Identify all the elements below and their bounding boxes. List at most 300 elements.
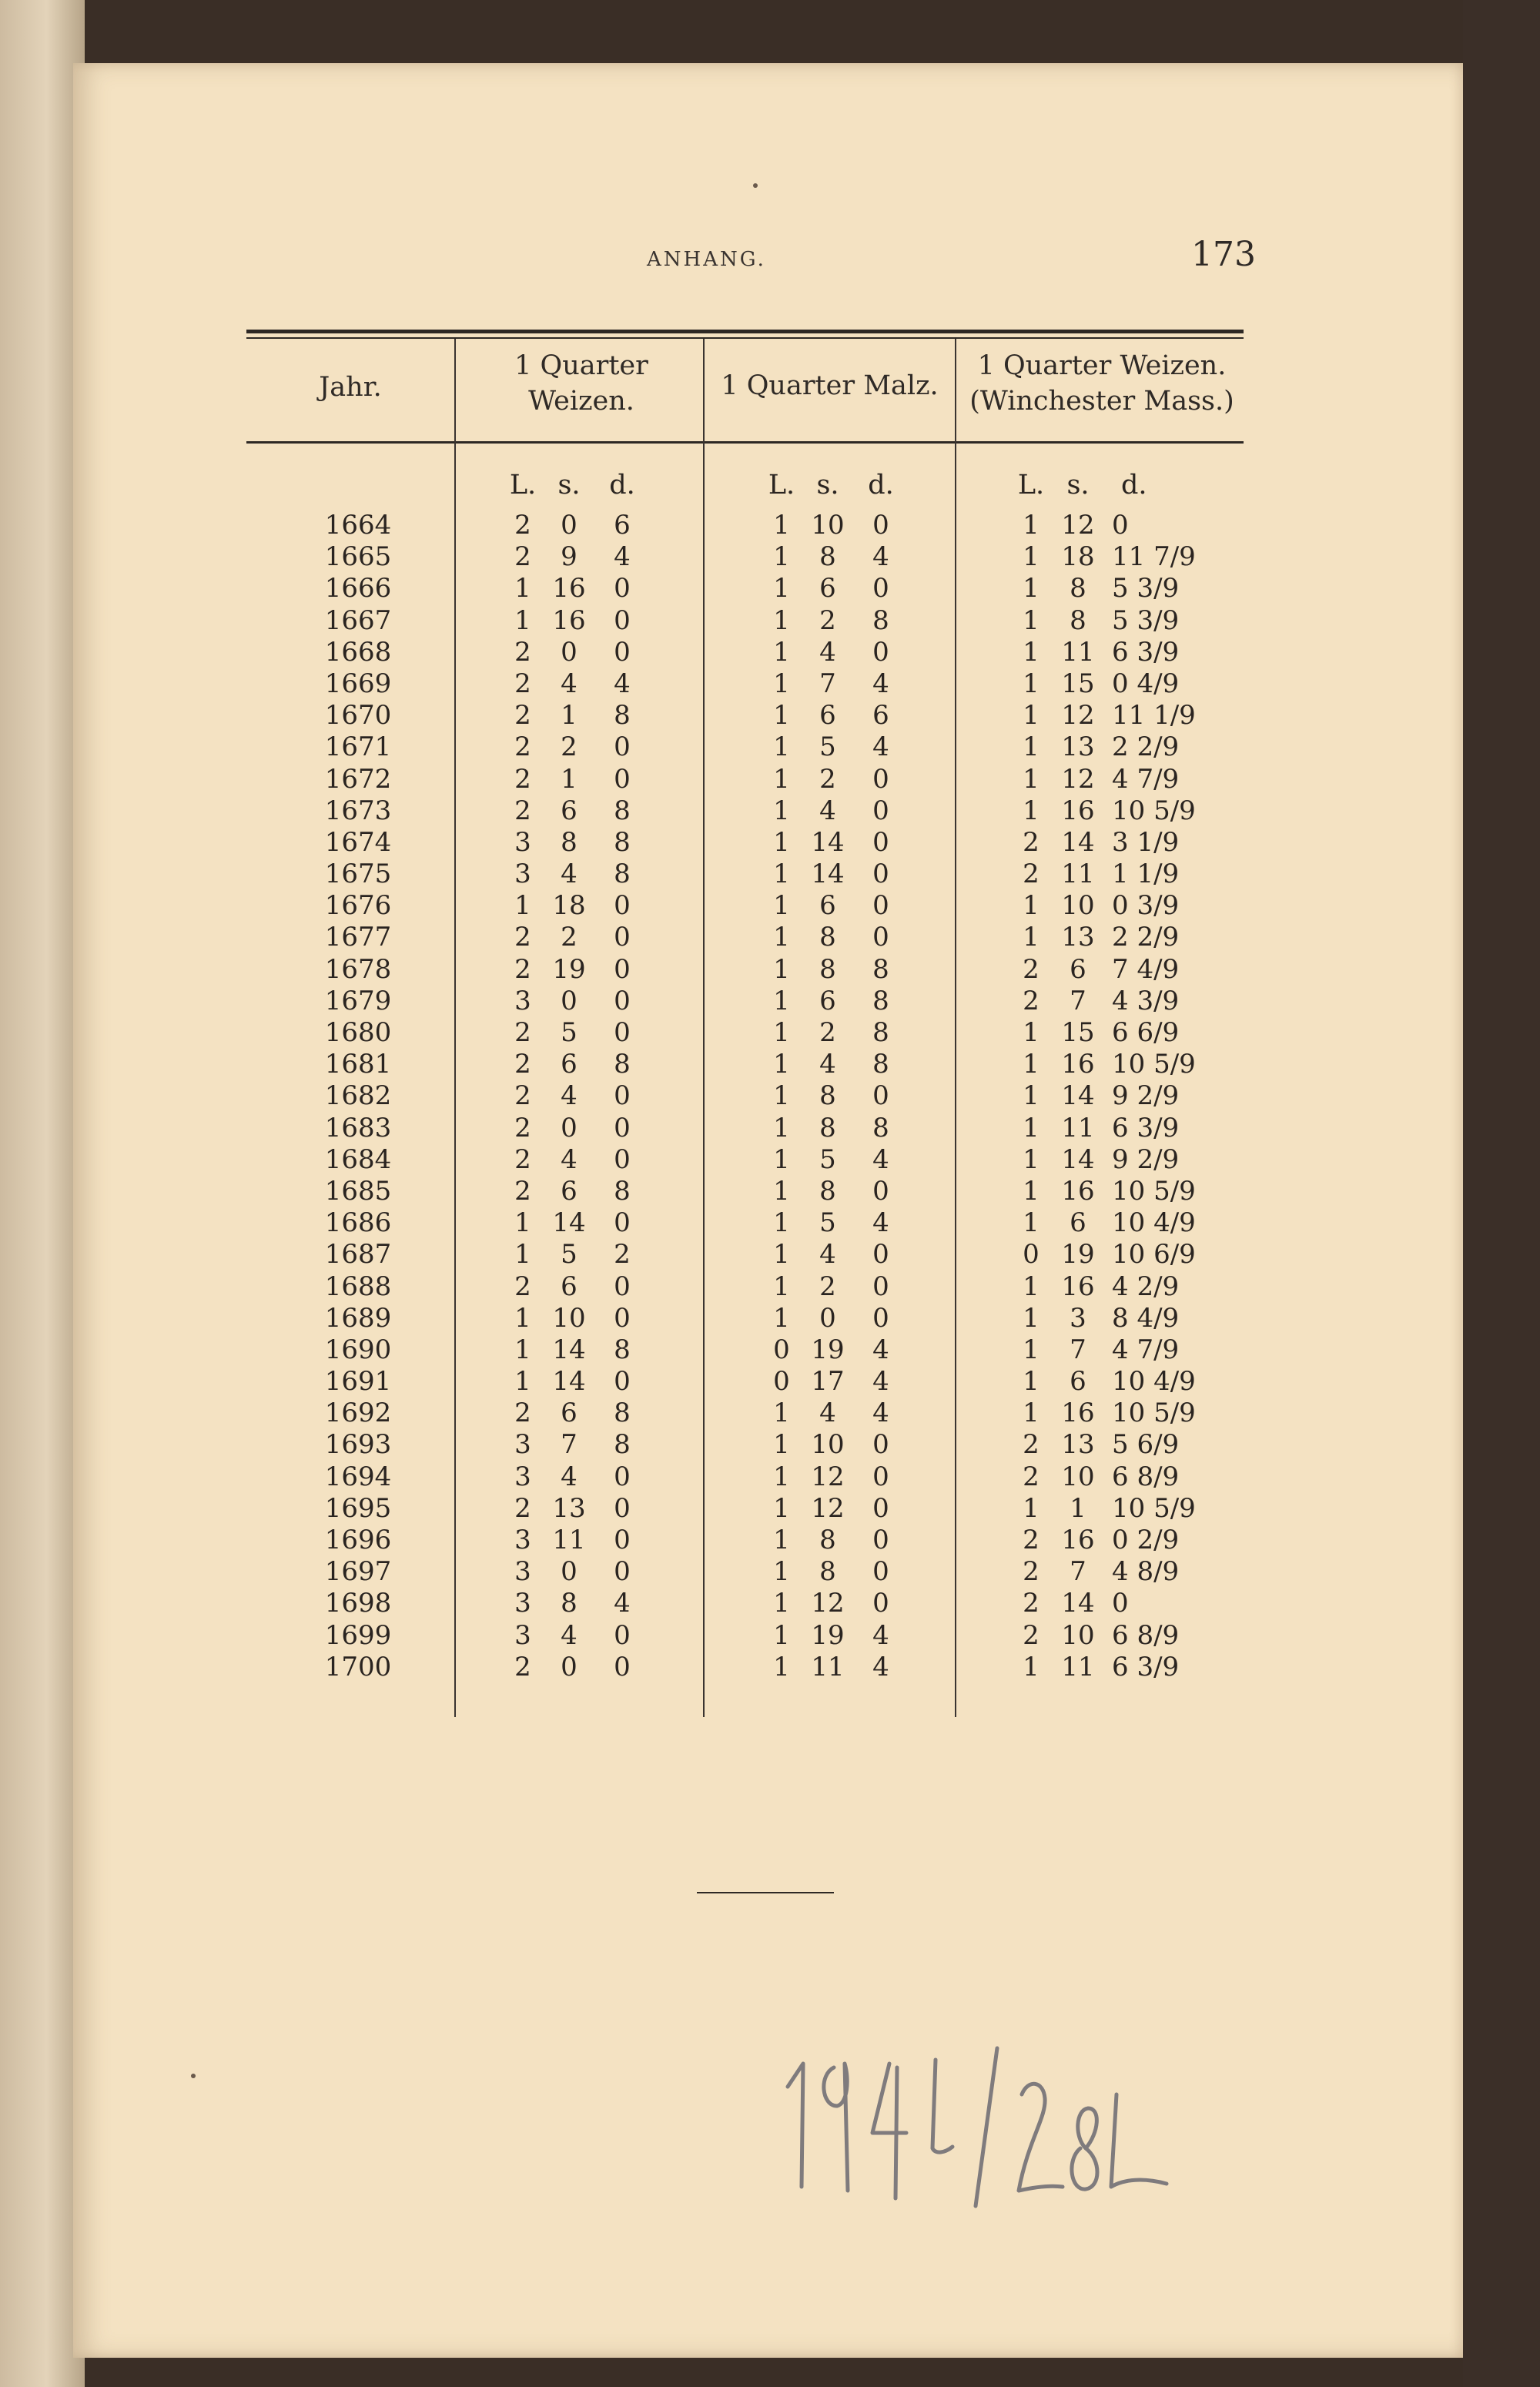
malt-pound-value: 1 — [773, 890, 790, 922]
winchester-pence-value: 2 2/9 — [1112, 732, 1180, 763]
winchester-price-row — [1010, 1398, 1235, 1429]
year-cell: 1700 — [324, 1651, 392, 1682]
wheat-shilling-value: 4 — [561, 668, 578, 699]
winchester-pence-value: 4 2/9 — [1112, 1270, 1180, 1302]
wheat-pence-value: 8 — [614, 859, 631, 890]
malt-price-row — [761, 1398, 909, 1429]
winchester-price-row — [1010, 922, 1235, 953]
winchester-shilling-value: 6 — [1070, 1366, 1086, 1398]
winchester-shilling-value: 14 — [1061, 1143, 1095, 1175]
winchester-pence-value: 2 2/9 — [1112, 922, 1180, 953]
malt-pence-value: 4 — [872, 668, 889, 699]
wheat-shilling-value: 11 — [552, 1525, 586, 1555]
malt-shilling-value: 5 — [819, 1207, 836, 1239]
winchester-shilling-value: 11 — [1061, 636, 1095, 668]
malt-price-row — [761, 1493, 909, 1525]
year-cell: 1678 — [324, 953, 392, 985]
winchester-pound-value: 1 — [1023, 1492, 1040, 1524]
malt-shilling-value: 5 — [819, 1143, 836, 1175]
wheat-price-row — [502, 1049, 650, 1080]
wheat-pound-value: 2 — [514, 636, 531, 668]
wheat-pence-value: 8 — [614, 795, 631, 826]
winchester-price-row — [1010, 1493, 1235, 1525]
malt-pence-value: 0 — [872, 1175, 889, 1207]
winchester-shilling-value: 12 — [1061, 510, 1095, 541]
winchester-pence-value: 0 — [1112, 1588, 1129, 1619]
malt-pound-value: 1 — [773, 541, 790, 573]
malt-shilling-value: 7 — [819, 668, 836, 699]
winchester-pence-value: 6 3/9 — [1112, 1651, 1180, 1682]
winchester-shilling-value: 15 — [1061, 668, 1095, 699]
malt-pound-value: 1 — [773, 573, 790, 604]
winchester-pound-value: 0 — [1023, 1239, 1040, 1270]
wheat-price-row — [502, 1334, 650, 1366]
wheat-price-row — [502, 859, 650, 890]
year-cell: 1667 — [324, 604, 392, 636]
winchester-pound-value: 2 — [1023, 1619, 1040, 1651]
malt-shilling-value: 2 — [819, 604, 836, 636]
wheat-pound-value: 1 — [514, 1366, 531, 1398]
malt-price-row — [761, 573, 909, 604]
wheat-pence-value: 0 — [614, 1366, 631, 1398]
year-cell: 1696 — [324, 1525, 392, 1555]
malt-shilling-value: 2 — [819, 1017, 836, 1048]
winchester-pound-value: 1 — [1023, 763, 1040, 795]
winchester-price-row — [1010, 732, 1235, 763]
winchester-pence-value: 6 6/9 — [1112, 1017, 1180, 1048]
malt-price-row — [761, 1556, 909, 1588]
winchester-shilling-value: 10 — [1061, 890, 1095, 922]
units-wheat — [502, 470, 650, 501]
unit-pence: d. — [609, 470, 635, 500]
year-cell: 1685 — [324, 1175, 392, 1207]
malt-pence-value: 0 — [872, 1080, 889, 1112]
malt-pound-value: 1 — [773, 922, 790, 953]
wheat-shilling-value: 18 — [552, 890, 586, 922]
malt-shilling-value: 19 — [811, 1334, 845, 1365]
malt-price-row — [761, 1525, 909, 1556]
malt-price-row — [761, 1176, 909, 1207]
wheat-shilling-value: 2 — [561, 922, 578, 953]
winchester-pound-value: 1 — [1023, 1334, 1040, 1365]
malt-shilling-value: 19 — [811, 1619, 845, 1651]
malt-pence-value: 0 — [872, 573, 889, 604]
malt-pence-value: 0 — [872, 1525, 889, 1555]
winchester-shilling-value: 8 — [1070, 604, 1086, 636]
wheat-pence-value: 0 — [614, 1207, 631, 1239]
malt-price-row — [761, 1049, 909, 1080]
wheat-pound-value: 3 — [514, 1429, 531, 1461]
year-cell: 1686 — [324, 1207, 392, 1239]
winchester-pound-value: 2 — [1023, 1556, 1040, 1588]
malt-pound-value: 1 — [773, 1619, 790, 1651]
malt-shilling-value: 6 — [819, 700, 836, 732]
malt-pence-value: 0 — [872, 1588, 889, 1619]
year-cell: 1676 — [324, 890, 392, 922]
wheat-price-row — [502, 1239, 650, 1270]
malt-price-row — [761, 1588, 909, 1619]
malt-pound-value: 1 — [773, 1492, 790, 1524]
year-cell: 1677 — [324, 922, 392, 953]
malt-price-row — [761, 1080, 909, 1112]
year-cell: 1680 — [324, 1017, 392, 1048]
winchester-pence-value: 0 — [1112, 510, 1129, 541]
winchester-pound-value: 1 — [1023, 636, 1040, 668]
year-cell: 1689 — [324, 1302, 392, 1334]
malt-pound-value: 1 — [773, 1143, 790, 1175]
winchester-price-row — [1010, 1144, 1235, 1176]
malt-price-row — [761, 1017, 909, 1049]
winchester-shilling-value: 14 — [1061, 1588, 1095, 1619]
wheat-shilling-value: 16 — [552, 573, 586, 604]
winchester-price-row — [1010, 1239, 1235, 1270]
winchester-shilling-value: 16 — [1061, 1049, 1095, 1080]
wheat-pound-value: 2 — [514, 763, 531, 795]
year-cell: 1682 — [324, 1080, 392, 1112]
unit-shilling: s. — [1066, 470, 1090, 500]
wheat-price-row — [502, 1588, 650, 1619]
year-cell: 1671 — [324, 732, 392, 763]
year-cell: 1695 — [324, 1492, 392, 1524]
wheat-pound-value: 2 — [514, 795, 531, 826]
header-wheat-line1: 1 Quarter — [514, 350, 648, 381]
year-cell: 1665 — [324, 541, 392, 573]
wheat-pound-value: 2 — [514, 1017, 531, 1048]
winchester-shilling-value: 11 — [1061, 1651, 1095, 1682]
year-cell: 1693 — [324, 1429, 392, 1461]
malt-pound-value: 1 — [773, 795, 790, 826]
wheat-shilling-value: 4 — [561, 1619, 578, 1651]
wheat-price-row — [502, 1556, 650, 1588]
malt-shilling-value: 8 — [819, 1112, 836, 1143]
malt-pound-value: 1 — [773, 1112, 790, 1143]
wheat-shilling-value: 1 — [561, 763, 578, 795]
malt-pence-value: 0 — [872, 795, 889, 826]
wheat-shilling-value: 10 — [552, 1302, 586, 1334]
malt-pence-value: 4 — [872, 732, 889, 763]
winchester-price-row — [1010, 986, 1235, 1017]
winchester-price-row — [1010, 1652, 1235, 1683]
wheat-shilling-value: 0 — [561, 1556, 578, 1588]
column-divider — [703, 339, 705, 1717]
winchester-price-row — [1010, 1207, 1235, 1239]
wheat-shilling-value: 5 — [561, 1239, 578, 1270]
wheat-pound-value: 2 — [514, 1143, 531, 1175]
wheat-shilling-value: 6 — [561, 795, 578, 826]
running-head: ANHANG. — [647, 248, 766, 271]
wheat-pence-value: 0 — [614, 1080, 631, 1112]
winchester-shilling-value: 6 — [1070, 953, 1086, 985]
wheat-pence-value: 8 — [614, 826, 631, 858]
winchester-shilling-value: 10 — [1061, 1619, 1095, 1651]
wheat-pence-value: 0 — [614, 1017, 631, 1048]
winchester-shilling-value: 15 — [1061, 1017, 1095, 1048]
wheat-pence-value: 0 — [614, 953, 631, 985]
winchester-price-row — [1010, 1461, 1235, 1493]
winchester-price-row — [1010, 1271, 1235, 1303]
winchester-pence-value: 9 2/9 — [1112, 1080, 1180, 1112]
winchester-pence-value: 10 6/9 — [1112, 1239, 1196, 1270]
table-header-rule — [246, 441, 1244, 444]
winchester-price-row — [1010, 890, 1235, 922]
wheat-pound-value: 3 — [514, 826, 531, 858]
malt-shilling-value: 12 — [811, 1492, 845, 1524]
winchester-pence-value: 11 7/9 — [1112, 541, 1196, 573]
wheat-pence-value: 8 — [614, 1175, 631, 1207]
winchester-shilling-value: 12 — [1061, 763, 1095, 795]
wheat-pound-value: 2 — [514, 1175, 531, 1207]
scan-background — [1463, 0, 1540, 2387]
wheat-price-row — [502, 1652, 650, 1683]
malt-pound-value: 0 — [773, 1366, 790, 1398]
wheat-price-row — [502, 732, 650, 763]
wheat-price-column — [502, 510, 650, 1683]
year-cell: 1690 — [324, 1334, 392, 1365]
winchester-pence-value: 0 3/9 — [1112, 890, 1180, 922]
year-cell: 1691 — [324, 1366, 392, 1398]
malt-price-row — [761, 764, 909, 795]
winchester-pence-value: 4 7/9 — [1112, 763, 1180, 795]
malt-price-row — [761, 1334, 909, 1366]
page-number: 173 — [1191, 235, 1256, 274]
malt-shilling-value: 4 — [819, 636, 836, 668]
winchester-pound-value: 1 — [1023, 1651, 1040, 1682]
malt-pence-value: 0 — [872, 763, 889, 795]
malt-pence-value: 0 — [872, 1461, 889, 1492]
malt-pence-value: 4 — [872, 1651, 889, 1682]
wheat-pound-value: 2 — [514, 732, 531, 763]
winchester-pence-value: 5 3/9 — [1112, 573, 1180, 604]
malt-price-row — [761, 637, 909, 668]
winchester-shilling-value: 16 — [1061, 1398, 1095, 1429]
malt-price-row — [761, 541, 909, 573]
winchester-price-row — [1010, 668, 1235, 700]
winchester-price-row — [1010, 605, 1235, 637]
winchester-shilling-value: 10 — [1061, 1461, 1095, 1492]
wheat-price-row — [502, 1207, 650, 1239]
malt-price-row — [761, 732, 909, 763]
header-wheat — [462, 348, 701, 419]
print-speck — [191, 2074, 196, 2078]
wheat-shilling-value: 16 — [552, 604, 586, 636]
malt-price-row — [761, 890, 909, 922]
malt-pence-value: 8 — [872, 985, 889, 1016]
wheat-price-row — [502, 1080, 650, 1112]
wheat-pence-value: 0 — [614, 1492, 631, 1524]
malt-pence-value: 0 — [872, 890, 889, 922]
wheat-shilling-value: 7 — [561, 1429, 578, 1461]
year-cell: 1683 — [324, 1112, 392, 1143]
malt-pound-value: 1 — [773, 604, 790, 636]
year-column — [308, 510, 408, 1683]
malt-pence-value: 8 — [872, 1049, 889, 1080]
malt-pound-value: 1 — [773, 1080, 790, 1112]
winchester-pound-value: 2 — [1023, 1588, 1040, 1619]
winchester-pence-value: 9 2/9 — [1112, 1143, 1180, 1175]
malt-pence-value: 4 — [872, 1334, 889, 1365]
wheat-price-row — [502, 986, 650, 1017]
malt-pence-value: 4 — [872, 1398, 889, 1429]
unit-shilling: s. — [557, 470, 581, 500]
wheat-pence-value: 0 — [614, 1302, 631, 1334]
malt-pence-value: 8 — [872, 1112, 889, 1143]
winchester-pound-value: 1 — [1023, 1398, 1040, 1429]
malt-price-row — [761, 1144, 909, 1176]
malt-pence-value: 0 — [872, 1239, 889, 1270]
malt-shilling-value: 6 — [819, 890, 836, 922]
malt-price-row — [761, 1429, 909, 1461]
malt-pound-value: 1 — [773, 1556, 790, 1588]
malt-shilling-value: 12 — [811, 1461, 845, 1492]
year-cell: 1684 — [324, 1143, 392, 1175]
winchester-pence-value: 7 4/9 — [1112, 953, 1180, 985]
malt-shilling-value: 8 — [819, 953, 836, 985]
header-winchester-line2: (Winchester Mass.) — [969, 386, 1234, 417]
winchester-price-row — [1010, 764, 1235, 795]
malt-shilling-value: 4 — [819, 1398, 836, 1429]
winchester-pound-value: 1 — [1023, 795, 1040, 826]
table-top-rule-thin — [246, 337, 1244, 339]
malt-price-row — [761, 922, 909, 953]
winchester-pence-value: 4 8/9 — [1112, 1556, 1180, 1588]
wheat-pound-value: 2 — [514, 1398, 531, 1429]
winchester-pence-value: 10 5/9 — [1112, 1398, 1196, 1429]
wheat-price-row — [502, 573, 650, 604]
malt-shilling-value: 6 — [819, 573, 836, 604]
malt-pound-value: 1 — [773, 1302, 790, 1334]
winchester-pence-value: 10 5/9 — [1112, 1492, 1196, 1524]
malt-pound-value: 1 — [773, 732, 790, 763]
winchester-price-row — [1010, 795, 1235, 827]
wheat-pence-value: 0 — [614, 732, 631, 763]
winchester-price-row — [1010, 859, 1235, 890]
wheat-pound-value: 3 — [514, 859, 531, 890]
malt-pound-value: 0 — [773, 1334, 790, 1365]
malt-price-row — [761, 1620, 909, 1652]
winchester-price-row — [1010, 1556, 1235, 1588]
winchester-pound-value: 1 — [1023, 700, 1040, 732]
wheat-pence-value: 0 — [614, 604, 631, 636]
wheat-shilling-value: 0 — [561, 636, 578, 668]
wheat-shilling-value: 4 — [561, 1143, 578, 1175]
malt-pence-value: 0 — [872, 510, 889, 541]
year-cell: 1688 — [324, 1270, 392, 1302]
year-cell: 1675 — [324, 859, 392, 890]
malt-shilling-value: 4 — [819, 1049, 836, 1080]
malt-pound-value: 1 — [773, 1270, 790, 1302]
malt-shilling-value: 8 — [819, 1556, 836, 1588]
year-cell: 1668 — [324, 636, 392, 668]
malt-shilling-value: 2 — [819, 1270, 836, 1302]
wheat-price-row — [502, 1620, 650, 1652]
wheat-price-row — [502, 605, 650, 637]
column-divider — [454, 339, 456, 1717]
wheat-pound-value: 2 — [514, 1651, 531, 1682]
winchester-shilling-value: 12 — [1061, 700, 1095, 732]
year-cell: 1673 — [324, 795, 392, 826]
wheat-pound-value: 3 — [514, 985, 531, 1016]
winchester-pound-value: 2 — [1023, 826, 1040, 858]
wheat-pound-value: 1 — [514, 604, 531, 636]
wheat-pence-value: 2 — [614, 1239, 631, 1270]
winchester-shilling-value: 13 — [1061, 732, 1095, 763]
winchester-price-row — [1010, 700, 1235, 732]
wheat-price-row — [502, 1398, 650, 1429]
wheat-pence-value: 0 — [614, 1556, 631, 1588]
wheat-pence-value: 0 — [614, 1461, 631, 1492]
winchester-pence-value: 10 5/9 — [1112, 1175, 1196, 1207]
year-cell: 1672 — [324, 763, 392, 795]
winchester-pound-value: 2 — [1023, 953, 1040, 985]
winchester-pound-value: 2 — [1023, 859, 1040, 890]
winchester-pence-value: 8 4/9 — [1112, 1302, 1180, 1334]
malt-pence-value: 0 — [872, 1556, 889, 1588]
winchester-shilling-value: 14 — [1061, 1080, 1095, 1112]
wheat-pound-value: 1 — [514, 573, 531, 604]
wheat-price-row — [502, 510, 650, 541]
winchester-pound-value: 1 — [1023, 541, 1040, 573]
malt-shilling-value: 17 — [811, 1366, 845, 1398]
winchester-shilling-value: 16 — [1061, 1525, 1095, 1555]
year-cell: 1687 — [324, 1239, 392, 1270]
winchester-pence-value: 0 4/9 — [1112, 668, 1180, 699]
malt-price-row — [761, 827, 909, 859]
malt-pound-value: 1 — [773, 763, 790, 795]
winchester-pound-value: 2 — [1023, 1429, 1040, 1461]
wheat-pence-value: 0 — [614, 1112, 631, 1143]
malt-price-row — [761, 795, 909, 827]
winchester-shilling-value: 16 — [1061, 1270, 1095, 1302]
winchester-pound-value: 1 — [1023, 1366, 1040, 1398]
malt-shilling-value: 8 — [819, 1525, 836, 1555]
winchester-shilling-value: 18 — [1061, 541, 1095, 573]
malt-price-row — [761, 954, 909, 986]
wheat-pound-value: 1 — [514, 890, 531, 922]
wheat-shilling-value: 14 — [552, 1207, 586, 1239]
wheat-pence-value: 0 — [614, 763, 631, 795]
wheat-shilling-value: 4 — [561, 1080, 578, 1112]
winchester-price-row — [1010, 827, 1235, 859]
wheat-pound-value: 2 — [514, 1270, 531, 1302]
unit-pound: L. — [1017, 470, 1045, 500]
wheat-pence-value: 0 — [614, 1143, 631, 1175]
winchester-pound-value: 1 — [1023, 890, 1040, 922]
malt-shilling-value: 8 — [819, 922, 836, 953]
malt-shilling-value: 6 — [819, 985, 836, 1016]
winchester-pound-value: 1 — [1023, 922, 1040, 953]
wheat-pence-value: 4 — [614, 541, 631, 573]
winchester-price-row — [1010, 1017, 1235, 1049]
winchester-shilling-value: 11 — [1061, 859, 1095, 890]
wheat-pound-value: 1 — [514, 1334, 531, 1365]
header-wheat-line2: Weizen. — [528, 386, 634, 417]
winchester-pence-value: 10 5/9 — [1112, 1049, 1196, 1080]
winchester-price-row — [1010, 1303, 1235, 1334]
winchester-shilling-value: 11 — [1061, 1112, 1095, 1143]
winchester-shilling-value: 3 — [1070, 1302, 1086, 1334]
malt-pound-value: 1 — [773, 668, 790, 699]
malt-shilling-value: 8 — [819, 541, 836, 573]
year-cell: 1669 — [324, 668, 392, 699]
year-cell: 1674 — [324, 826, 392, 858]
wheat-pence-value: 0 — [614, 1270, 631, 1302]
wheat-shilling-value: 6 — [561, 1049, 578, 1080]
wheat-pound-value: 3 — [514, 1619, 531, 1651]
malt-pence-value: 0 — [872, 636, 889, 668]
malt-shilling-value: 14 — [811, 826, 845, 858]
winchester-pound-value: 1 — [1023, 1207, 1040, 1239]
year-cell: 1699 — [324, 1619, 392, 1651]
